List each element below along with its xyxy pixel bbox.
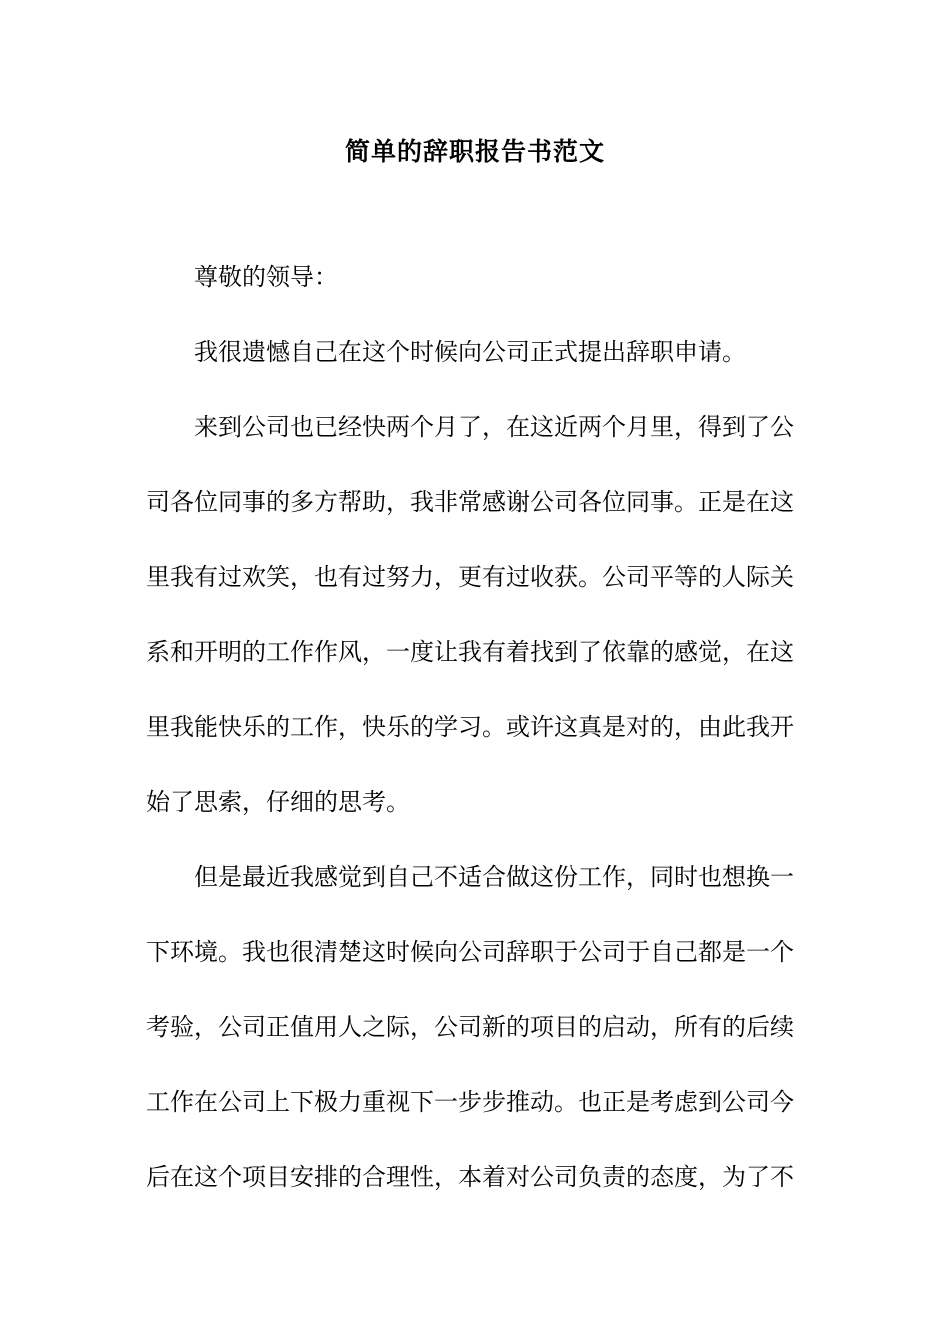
text-line: 里我有过欢笑，也有过努力，更有过收获。公司平等的人际关 xyxy=(146,563,794,591)
text-line: 系和开明的工作作风，一度让我有着找到了依靠的感觉，在这 xyxy=(146,638,794,666)
text-line: 始了思索，仔细的思考。 xyxy=(146,788,410,816)
text-line: 考验，公司正值用人之际，公司新的项目的启动，所有的后续 xyxy=(146,1013,794,1041)
text-line: 尊敬的领导： xyxy=(194,263,338,291)
document-body xyxy=(146,257,806,1232)
document-title: 简单的辞职报告书范文 xyxy=(344,137,605,166)
text-line: 来到公司也已经快两个月了，在这近两个月里，得到了公 xyxy=(194,413,794,441)
text-line: 我很遗憾自己在这个时候向公司正式提出辞职申请。 xyxy=(194,338,746,366)
text-line: 但是最近我感觉到自己不适合做这份工作，同时也想换一 xyxy=(194,863,794,891)
text-line: 后在这个项目安排的合理性，本着对公司负责的态度，为了不 xyxy=(146,1163,794,1191)
text-line: 司各位同事的多方帮助，我非常感谢公司各位同事。正是在这 xyxy=(146,488,794,516)
text-line: 下环境。我也很清楚这时候向公司辞职于公司于自己都是一个 xyxy=(146,938,794,966)
text-line: 工作在公司上下极力重视下一步步推动。也正是考虑到公司今 xyxy=(146,1088,794,1116)
text-line: 里我能快乐的工作，快乐的学习。或许这真是对的，由此我开 xyxy=(146,713,794,741)
